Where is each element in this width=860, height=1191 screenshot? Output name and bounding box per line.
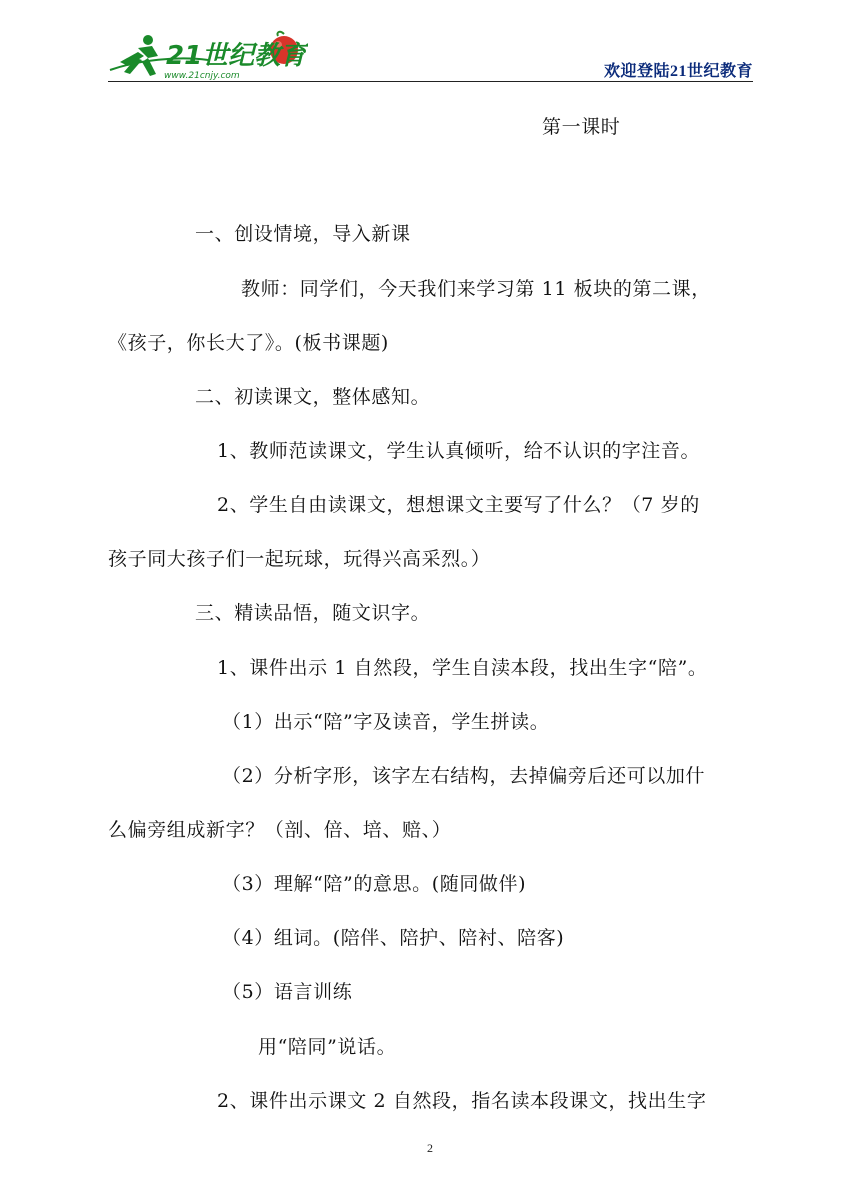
page-number: 2 — [427, 1141, 433, 1155]
section-heading: 三、精读品悟，随文识字。 — [195, 602, 431, 624]
site-logo — [108, 30, 308, 82]
logo-text: 21世纪教育 — [166, 41, 307, 71]
paragraph-line: 《孩子，你长大了》。(板书课题) — [108, 332, 389, 354]
page-header — [108, 30, 753, 82]
section-heading: 一、创设情境，导入新课 — [195, 223, 411, 245]
lesson-title: 第一课时 — [542, 116, 621, 138]
paragraph-line: 么偏旁组成新字？（剖、倍、培、赔、） — [108, 819, 452, 841]
paragraph-line: （3）理解“陪”的意思。(随同做伴) — [222, 873, 527, 895]
paragraph-line: 2、课件出示课文 2 自然段，指名读本段课文，找出生字 — [217, 1090, 707, 1112]
paragraph-line: 1、教师范读课文，学生认真倾听，给不认识的字注音。 — [217, 440, 701, 462]
logo-url-text: www.21cnjy.com — [164, 71, 240, 81]
paragraph-line: 用“陪同”说话。 — [258, 1036, 397, 1058]
paragraph-line: 1、课件出示 1 自然段，学生自渎本段，找出生字“陪”。 — [217, 657, 708, 679]
section-heading: 二、初读课文，整体感知。 — [195, 386, 431, 408]
paragraph-line: （1）出示“陪”字及读音，学生拼读。 — [222, 711, 550, 733]
paragraph-line: 孩子同大孩子们一起玩球，玩得兴高采烈。） — [108, 548, 491, 570]
paragraph-line: 教师：同学们，今天我们来学习第 11 板块的第二课， — [241, 278, 711, 300]
paragraph-line: （2）分析字形，该字左右结构，去掉偏旁后还可以加什 — [222, 765, 706, 787]
header-divider — [108, 81, 753, 82]
paragraph-line: （4）组词。(陪伴、陪护、陪衬、陪客) — [222, 927, 565, 949]
paragraph-line: 2、学生自由读课文，想想课文主要写了什么？（7 岁的 — [217, 494, 700, 516]
paragraph-line: （5）语言训练 — [222, 981, 353, 1003]
header-title: 欢迎登陆21世纪教育 — [603, 63, 753, 80]
